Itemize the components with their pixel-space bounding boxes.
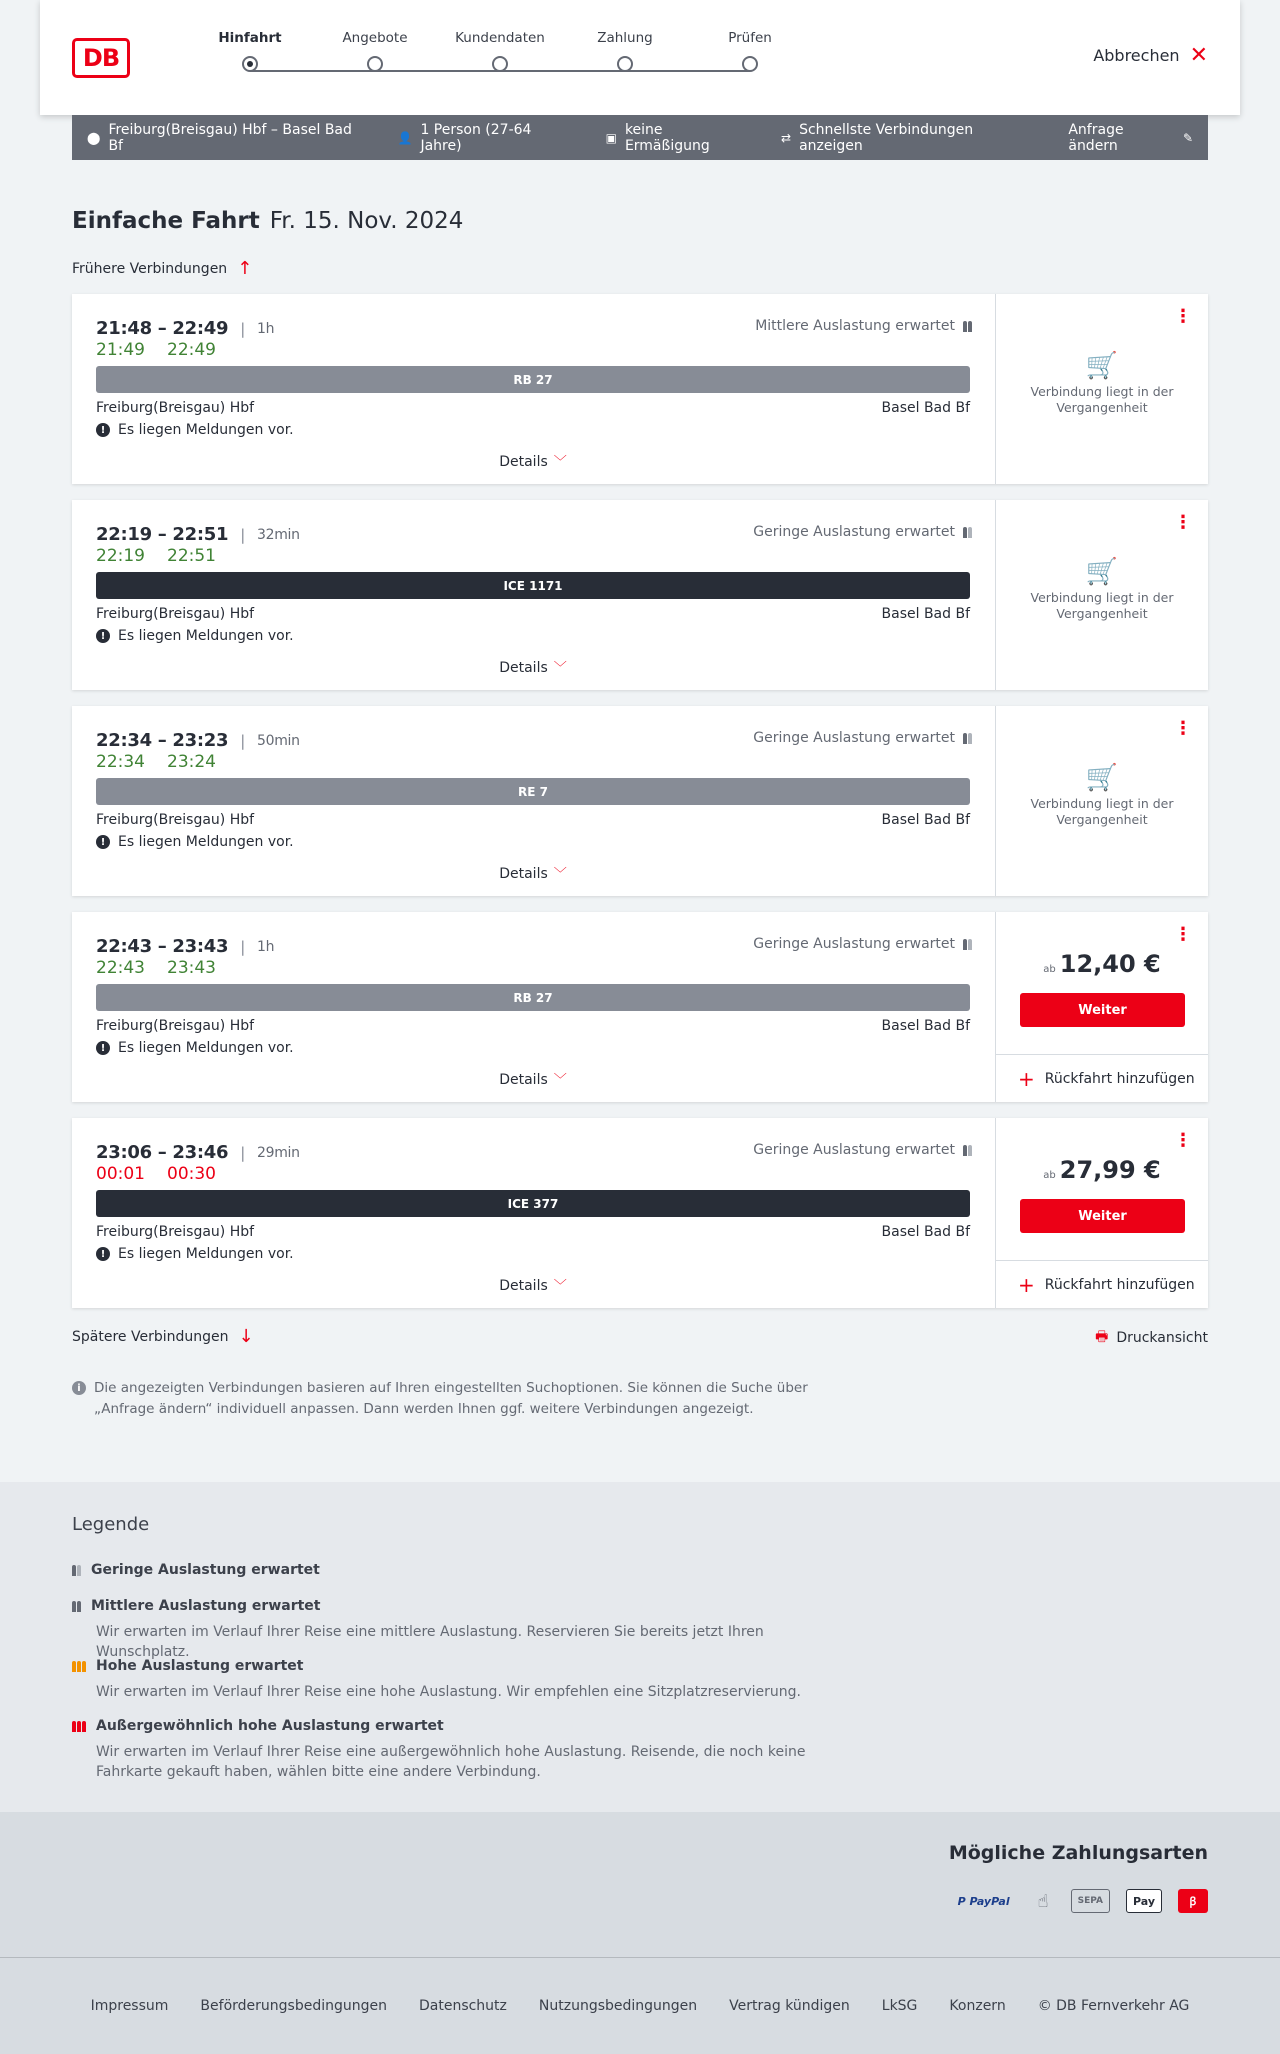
change-request-button[interactable]: [1068, 122, 1193, 154]
connection-times: 23:06 – 23:46 | 29min: [96, 1142, 300, 1163]
details-toggle[interactable]: [72, 863, 994, 882]
chevron-down-icon: ﹀: [553, 1279, 567, 1294]
connection-main: [72, 500, 994, 690]
payment-title: Mögliche Zahlungsarten: [948, 1842, 1208, 1864]
connection-card: [72, 500, 1208, 690]
details-toggle[interactable]: [72, 451, 994, 470]
occupancy-text: Geringe Auslastung erwartet: [753, 730, 955, 746]
step-dot: [367, 56, 383, 72]
details-label: Details: [499, 1072, 548, 1088]
sepa-icon: SEPA: [1071, 1889, 1110, 1913]
legend-item-title: Geringe Auslastung erwartet: [91, 1562, 320, 1578]
occupancy-low-icon: [963, 939, 972, 950]
progress-stepper: [160, 30, 772, 90]
change-request-label: Anfrage ändern: [1068, 121, 1124, 154]
planned-times: 21:48 – 22:49: [96, 318, 229, 339]
add-return-button[interactable]: [996, 1054, 1208, 1102]
summary-travellers: [397, 122, 573, 154]
stations: [96, 1018, 970, 1034]
later-connections-link[interactable]: [72, 1326, 254, 1347]
connection-times: 21:48 – 22:49 | 1h: [96, 318, 275, 339]
destination-station: Basel Bad Bf: [881, 400, 970, 416]
duration: 32min: [257, 526, 300, 543]
planned-times: 23:06 – 23:46: [96, 1142, 229, 1163]
footer: [0, 1958, 1280, 2054]
realtime-times: [96, 958, 216, 978]
notice-text: Es liegen Meldungen vor.: [118, 834, 294, 850]
info-note: [72, 1378, 852, 1420]
exclamation-icon: !: [96, 423, 110, 437]
notice: [96, 422, 294, 438]
arrow-up-icon: ↑: [237, 258, 253, 279]
connection-card: [72, 294, 1208, 484]
price-prefix: ab: [1043, 964, 1056, 975]
connection-main: [72, 294, 994, 484]
realtime-arrival: 23:43: [167, 958, 216, 978]
realtime-times: [96, 1164, 216, 1184]
connection-card: [72, 912, 1208, 1102]
plus-icon: +: [1018, 1066, 1035, 1091]
legend-item-title: Mittlere Auslastung erwartet: [91, 1598, 321, 1614]
summary-route: [87, 122, 365, 154]
realtime-arrival: 23:24: [167, 752, 216, 772]
footer-link-vertrag-kuendigen[interactable]: Vertrag kündigen: [729, 1998, 850, 2014]
footer-copyright: © DB Fernverkehr AG: [1037, 1998, 1190, 2014]
details-label: Details: [499, 1278, 548, 1294]
train-bar: RB 27: [96, 984, 970, 1011]
step-hinfahrt: [190, 30, 310, 72]
legend-item-medium: [72, 1598, 856, 1662]
summary-fastest-text: Schnellste Verbindungen anzeigen: [799, 121, 974, 154]
trip-date: Fr. 15. Nov. 2024: [269, 208, 464, 234]
abort-button[interactable]: [1093, 42, 1208, 68]
step-angebote: [315, 30, 435, 72]
chevron-down-icon: ﹀: [553, 867, 567, 882]
train-bar: ICE 377: [96, 1190, 970, 1217]
apple-pay-icon: Pay: [1126, 1889, 1162, 1913]
duration: 1h: [257, 938, 275, 955]
step-dot: [242, 56, 258, 72]
occupancy-info: [753, 730, 972, 746]
occupancy-info: [753, 524, 972, 540]
past-text: Verbindung liegt in der Vergangenheit: [1030, 590, 1174, 621]
step-dot: [492, 56, 508, 72]
trip-type: Einfache Fahrt: [72, 208, 260, 234]
realtime-departure: 00:01: [96, 1164, 145, 1184]
chevron-down-icon: ﹀: [553, 661, 567, 676]
legend-title: Legende: [72, 1514, 150, 1535]
earlier-connections-link[interactable]: [72, 258, 252, 279]
arrow-down-icon: ↓: [238, 1326, 254, 1347]
step-zahlung: [565, 30, 685, 72]
exclamation-icon: !: [96, 1247, 110, 1261]
details-label: Details: [499, 454, 548, 470]
notice-text: Es liegen Meldungen vor.: [118, 422, 294, 438]
details-label: Details: [499, 660, 548, 676]
origin-station: Freiburg(Breisgau) Hbf: [96, 1224, 255, 1240]
step-dot: [617, 56, 633, 72]
notice: [96, 834, 294, 850]
location-pin-icon: ⬤: [87, 130, 101, 145]
origin-station: Freiburg(Breisgau) Hbf: [96, 1018, 255, 1034]
connection-times: 22:43 – 23:43 | 1h: [96, 936, 275, 957]
realtime-times: [96, 752, 216, 772]
earlier-label: Frühere Verbindungen: [72, 260, 228, 277]
offer-panel: [995, 294, 1208, 484]
page-title: [72, 208, 463, 234]
realtime-times: [96, 340, 216, 360]
occupancy-medium-icon: [72, 1601, 81, 1612]
offer-panel: [995, 706, 1208, 896]
exclamation-icon: !: [96, 1041, 110, 1055]
search-summary-bar: [72, 115, 1208, 160]
realtime-arrival: 00:30: [167, 1164, 216, 1184]
realtime-departure: 22:43: [96, 958, 145, 978]
occupancy-low-icon: [72, 1565, 81, 1576]
summary-discount-text: keine Ermäßigung: [624, 121, 710, 154]
stations: [96, 812, 970, 828]
connection-card: [72, 1118, 1208, 1308]
printer-icon: 🖶: [1095, 1329, 1109, 1345]
realtime-departure: 22:19: [96, 546, 145, 566]
print-view-link[interactable]: [1095, 1326, 1208, 1350]
footer-link-lksg[interactable]: LkSG: [881, 1998, 918, 2014]
details-label: Details: [499, 866, 548, 882]
details-toggle[interactable]: [72, 657, 994, 676]
duration: 50min: [257, 732, 300, 749]
occupancy-medium-icon: [963, 321, 972, 332]
db-voucher-icon: ꞵ: [1178, 1889, 1208, 1913]
footer-link-datenschutz[interactable]: Datenschutz: [418, 1998, 507, 2014]
occupancy-info: [755, 318, 972, 334]
legend-item-high: [72, 1658, 856, 1702]
planned-times: 22:34 – 23:23: [96, 730, 229, 751]
past-connection-notice: [996, 763, 1208, 828]
step-dot: [742, 56, 758, 72]
legend-item-desc: Wir erwarten im Verlauf Ihrer Reise eine mittlere Auslastung. Reservieren Sie bereits jetzt Ihren Wunschplatz.: [96, 1624, 764, 1660]
offer-panel: [995, 912, 1208, 1102]
chevron-down-icon: ﹀: [553, 1073, 567, 1088]
destination-station: Basel Bad Bf: [881, 606, 970, 622]
payment-methods-section: [0, 1812, 1280, 1958]
legend-item-very-high: [72, 1718, 856, 1782]
occupancy-low-icon: [963, 733, 972, 744]
step-label: Prüfen: [728, 30, 772, 46]
origin-station: Freiburg(Breisgau) Hbf: [96, 400, 255, 416]
cart-unavailable-icon: 🛒: [1085, 557, 1119, 587]
step-pruefen: [690, 30, 810, 72]
past-text: Verbindung liegt in der Vergangenheit: [1030, 796, 1174, 827]
connection-main: [72, 706, 994, 896]
destination-station: Basel Bad Bf: [881, 812, 970, 828]
details-toggle[interactable]: [72, 1069, 994, 1088]
occupancy-text: Geringe Auslastung erwartet: [753, 936, 955, 952]
summary-travellers-text: 1 Person (27-64 Jahre): [420, 121, 532, 154]
info-text: Die angezeigten Verbindungen basieren auf Ihren eingestellten Suchoptionen. Sie können die Suche über „Anfrage ändern“ individuell anpassen. Dann werden Ihnen ggf. weitere Verbindungen angezeigt.: [94, 1380, 808, 1417]
more-options-icon[interactable]: ⋮: [1174, 306, 1192, 327]
price: [996, 950, 1208, 978]
legend-item-title: Hohe Auslastung erwartet: [96, 1658, 304, 1674]
occupancy-low-icon: [963, 527, 972, 538]
occupancy-text: Mittlere Auslastung erwartet: [755, 318, 955, 334]
notice-text: Es liegen Meldungen vor.: [118, 1040, 294, 1056]
legend-section: [0, 1482, 1280, 1812]
step-label: Angebote: [342, 30, 408, 46]
header: [40, 0, 1240, 115]
legend-item-desc: Wir erwarten im Verlauf Ihrer Reise eine hohe Auslastung. Wir empfehlen eine Sitzplatzreservierung.: [96, 1684, 801, 1700]
occupancy-info: [753, 1142, 972, 1158]
db-logo[interactable]: DB: [72, 38, 130, 78]
occupancy-text: Geringe Auslastung erwartet: [753, 524, 955, 540]
step-label: Kundendaten: [455, 30, 545, 46]
connection-times: 22:34 – 23:23 | 50min: [96, 730, 300, 751]
credit-card-hand-icon: ☝: [1037, 1890, 1049, 1912]
offer-panel: [995, 500, 1208, 690]
realtime-departure: 22:34: [96, 752, 145, 772]
duration: 1h: [257, 320, 275, 337]
destination-station: Basel Bad Bf: [881, 1018, 970, 1034]
pencil-icon: ✎: [1182, 130, 1194, 145]
close-icon: ✕: [1189, 42, 1208, 68]
paypal-icon: P PayPal: [957, 1894, 1010, 1908]
notice: [96, 1040, 294, 1056]
notice-text: Es liegen Meldungen vor.: [118, 628, 294, 644]
later-label: Spätere Verbindungen: [72, 1328, 229, 1345]
price-value: 12,40 €: [1059, 950, 1161, 978]
step-kundendaten: [440, 30, 560, 72]
info-icon: i: [72, 1381, 86, 1395]
more-options-icon[interactable]: ⋮: [1174, 924, 1192, 945]
occupancy-high-icon: [72, 1661, 86, 1672]
connection-card: [72, 706, 1208, 896]
summary-route-text: Freiburg(Breisgau) Hbf – Basel Bad Bf: [108, 121, 352, 154]
planned-times: 22:43 – 23:43: [96, 936, 229, 957]
payment-icons: [952, 1889, 1208, 1913]
step-label: Zahlung: [597, 30, 653, 46]
summary-fastest: [781, 122, 1036, 154]
notice: [96, 1246, 294, 1262]
train-bar: ICE 1171: [96, 572, 970, 599]
price: [996, 1156, 1208, 1184]
realtime-arrival: 22:51: [167, 546, 216, 566]
realtime-departure: 21:49: [96, 340, 145, 360]
person-icon: 👤: [397, 130, 413, 145]
notice-text: Es liegen Meldungen vor.: [118, 1246, 294, 1262]
connection-main: [72, 1118, 994, 1308]
duration: 29min: [257, 1144, 300, 1161]
occupancy-very-high-icon: [72, 1721, 86, 1732]
step-label: Hinfahrt: [218, 30, 282, 46]
exclamation-icon: !: [96, 835, 110, 849]
cart-unavailable-icon: 🛒: [1085, 351, 1119, 381]
price-prefix: ab: [1043, 1170, 1056, 1181]
bahncard-icon: ▣: [605, 130, 617, 145]
realtime-arrival: 22:49: [167, 340, 216, 360]
chevron-down-icon: ﹀: [553, 455, 567, 470]
occupancy-text: Geringe Auslastung erwartet: [753, 1142, 955, 1158]
past-connection-notice: [996, 557, 1208, 622]
exclamation-icon: !: [96, 629, 110, 643]
print-label: Druckansicht: [1116, 1330, 1208, 1346]
plus-icon: +: [1018, 1272, 1035, 1297]
price-value: 27,99 €: [1059, 1156, 1161, 1184]
more-options-icon[interactable]: ⋮: [1174, 512, 1192, 533]
add-return-label: Rückfahrt hinzufügen: [1044, 1070, 1195, 1087]
abort-label: Abbrechen: [1093, 46, 1180, 65]
legend-item-desc: Wir erwarten im Verlauf Ihrer Reise eine außergewöhnlich hohe Auslastung. Reisende, die noch keine Fahrkarte gekauft haben, wählen bitte eine andere Verbindung.: [96, 1744, 806, 1780]
connection-times: 22:19 – 22:51 | 32min: [96, 524, 300, 545]
realtime-times: [96, 546, 216, 566]
footer-link-nutzungsbedingungen[interactable]: Nutzungsbedingungen: [538, 1998, 698, 2014]
swap-arrows-icon: ⇄: [781, 130, 792, 145]
train-bar: RB 27: [96, 366, 970, 393]
footer-link-befoerderungsbedingungen[interactable]: Beförderungsbedingungen: [200, 1998, 387, 2014]
more-options-icon[interactable]: ⋮: [1174, 718, 1192, 739]
origin-station: Freiburg(Breisgau) Hbf: [96, 606, 255, 622]
legend-item-low: [72, 1562, 320, 1578]
add-return-button[interactable]: [996, 1260, 1208, 1308]
stations: [96, 606, 970, 622]
occupancy-info: [753, 936, 972, 952]
planned-times: 22:19 – 22:51: [96, 524, 229, 545]
continue-button[interactable]: Weiter: [1020, 993, 1185, 1027]
destination-station: Basel Bad Bf: [881, 1224, 970, 1240]
notice: [96, 628, 294, 644]
offer-panel: [995, 1118, 1208, 1308]
connection-main: [72, 912, 994, 1102]
origin-station: Freiburg(Breisgau) Hbf: [96, 812, 255, 828]
summary-discount: [606, 122, 749, 154]
past-text: Verbindung liegt in der Vergangenheit: [1030, 384, 1174, 415]
stations: [96, 400, 970, 416]
footer-link-impressum[interactable]: Impressum: [90, 1998, 169, 2014]
past-connection-notice: [996, 351, 1208, 416]
occupancy-low-icon: [963, 1145, 972, 1156]
cart-unavailable-icon: 🛒: [1085, 763, 1119, 793]
more-options-icon[interactable]: ⋮: [1174, 1130, 1192, 1151]
continue-button[interactable]: Weiter: [1020, 1199, 1185, 1233]
footer-link-konzern[interactable]: Konzern: [949, 1998, 1006, 2014]
stations: [96, 1224, 970, 1240]
legend-item-title: Außergewöhnlich hohe Auslastung erwartet: [96, 1718, 444, 1734]
details-toggle[interactable]: [72, 1275, 994, 1294]
add-return-label: Rückfahrt hinzufügen: [1044, 1276, 1195, 1293]
train-bar: RE 7: [96, 778, 970, 805]
